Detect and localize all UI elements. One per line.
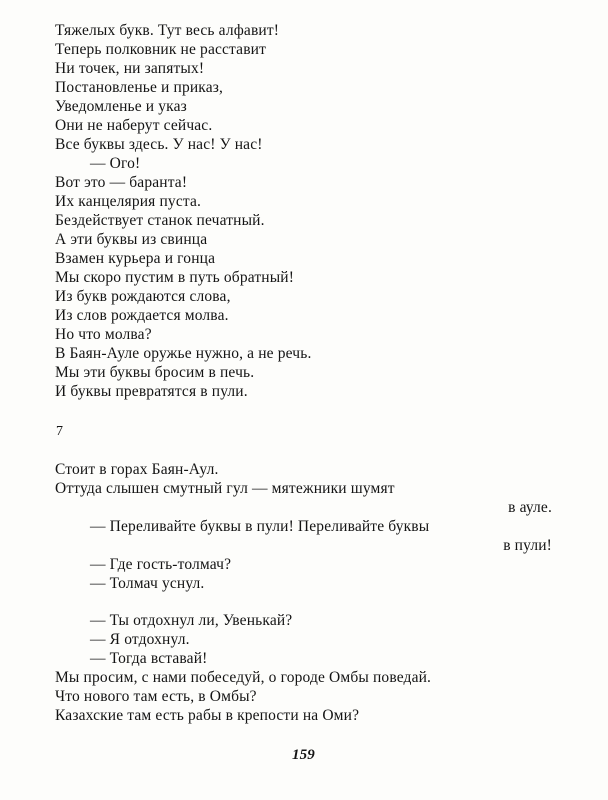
poem-line: Бездействует станок печатный. <box>55 212 265 229</box>
section-number: 7 <box>56 424 64 439</box>
poem-line: Но что молва? <box>55 326 152 343</box>
poem-line: Их канцелярия пуста. <box>55 193 202 210</box>
poem-line: Все буквы здесь. У нас! У нас! <box>55 136 263 153</box>
poem-line: — Я отдохнул. <box>90 631 190 648</box>
poem-line: Тяжелых букв. Тут весь алфавит! <box>55 22 280 39</box>
poem-line: Мы просим, с нами побеседуй, о городе Омбы поведай. <box>55 669 432 686</box>
poem-line: — Ты отдохнул ли, Увенькай? <box>90 612 293 629</box>
poem-line-wrapped: в ауле. <box>508 499 552 516</box>
poem-line: Вот это — баранта! <box>55 174 188 191</box>
poem-line: Из слов рождается молва. <box>55 307 229 324</box>
poem-line: Оттуда слышен смутный гул — мятежники шумят <box>55 480 395 497</box>
poem-line: — Тогда вставай! <box>90 650 208 667</box>
poem-line: Постановленье и приказ, <box>55 79 224 96</box>
poem-line: Они не наберут сейчас. <box>55 117 213 134</box>
poem-line: Уведомленье и указ <box>55 98 187 115</box>
poem-line: Теперь полковник не расставит <box>55 41 267 58</box>
poem-line: Мы скоро пустим в путь обратный! <box>55 269 295 286</box>
poem-line: — Где гость-толмач? <box>90 556 232 573</box>
page-number: 159 <box>292 747 315 763</box>
poem-line: Казахские там есть рабы в крепости на Оми? <box>55 707 360 724</box>
poem-line: — Толмач уснул. <box>90 575 205 592</box>
poem-line: Что нового там есть, в Омбы? <box>55 688 257 705</box>
poem-line: Стоит в горах Баян-Аул. <box>55 461 219 478</box>
poem-line-wrapped: в пули! <box>503 537 552 554</box>
poem-line: Мы эти буквы бросим в печь. <box>55 364 255 381</box>
poem-line: — Переливайте буквы в пули! Переливайте буквы <box>90 518 430 535</box>
poem-line: — Ого! <box>90 155 141 172</box>
poem-line: Взамен курьера и гонца <box>55 250 216 267</box>
poem-line: Из букв рождаются слова, <box>55 288 231 305</box>
poem-line: А эти буквы из свинца <box>55 231 208 248</box>
poem-line: Ни точек, ни запятых! <box>55 60 205 77</box>
poem-line: И буквы превратятся в пули. <box>55 383 248 400</box>
poem-line: В Баян-Ауле оружье нужно, а не речь. <box>55 345 312 362</box>
